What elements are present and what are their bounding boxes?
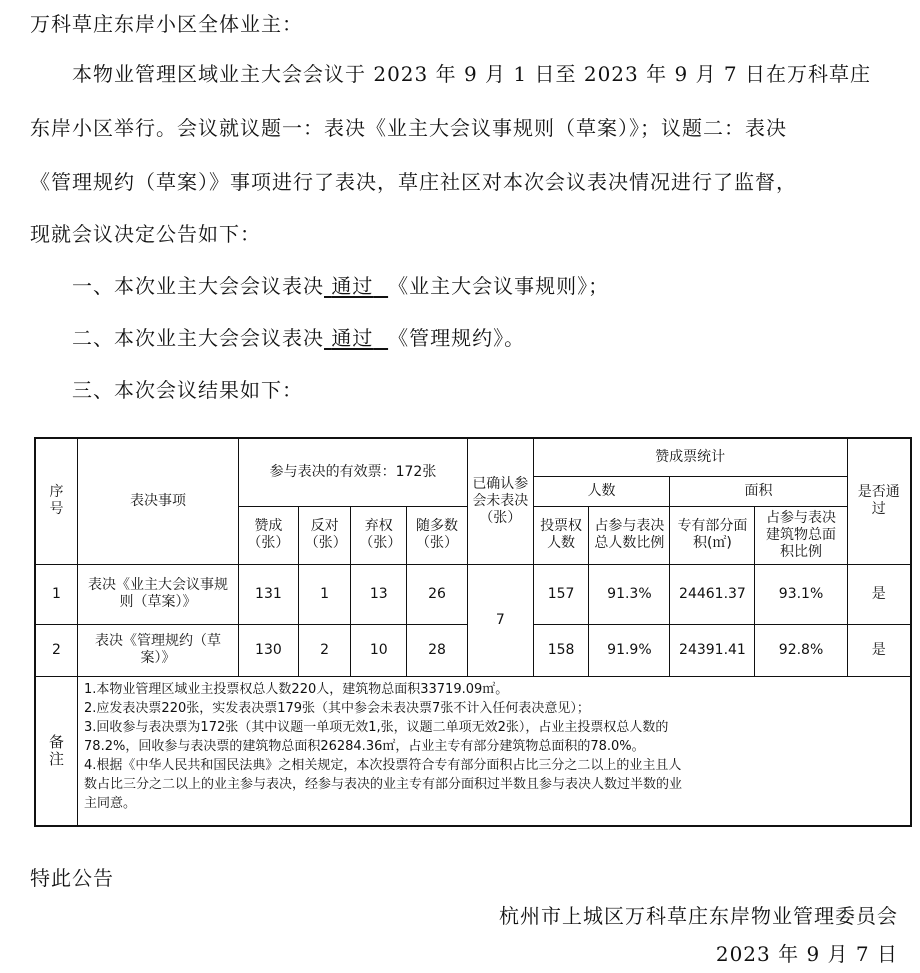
signatory: 杭州市上城区万科草庄东岸物业管理委员会 <box>499 904 898 928</box>
row-2-no: 2 <box>298 624 351 676</box>
row-2-ratio-people: 91.9% <box>589 624 670 676</box>
table-row <box>35 564 911 624</box>
row-2-voters: 158 <box>533 624 589 676</box>
header-valid-votes: 参与表决的有效票：172张 <box>239 438 468 506</box>
header-voters: 投票权人数 <box>533 506 589 564</box>
decision-2-prefix: 二、本次业主大会会议表决 <box>72 326 324 350</box>
row-2-yes: 130 <box>239 624 299 676</box>
row-1-yes: 131 <box>239 564 299 624</box>
row-1-ratio-people: 91.3% <box>589 564 670 624</box>
notes-label: 备注 <box>35 676 78 826</box>
note-2: 2.应发表决票220张，实发表决票179张（其中参会未表决票7张不计入任何表决意见）； <box>84 700 590 716</box>
note-4b: 数占比三分之二以上的业主参与表决，经参与表决的业主专有部分面积过半数且参与表决人数过半数的业 <box>84 776 683 792</box>
header-approval-stats: 赞成票统计 <box>533 438 847 476</box>
row-2-area: 24391.41 <box>670 624 755 676</box>
row-2-seq: 2 <box>35 624 78 676</box>
intro-line-3: 《管理规约（草案）》事项进行了表决，草庄社区对本次会议表决情况进行了监督， <box>30 170 797 194</box>
header-people: 人数 <box>533 476 670 506</box>
intro-line-2: 东岸小区举行。会议就议题一：表决《业主大会议事规则（草案）》；议题二：表决 <box>30 116 787 140</box>
intro-line-1: 本物业管理区域业主大会会议于 2023 年 9 月 1 日至 2023 年 9 月 7 日在万科草庄 <box>72 62 871 86</box>
decision-1-result: 通过 <box>331 274 374 298</box>
row-1-pass: 是 <box>847 564 911 624</box>
decision-1-prefix: 一、本次业主大会会议表决 <box>72 274 324 298</box>
row-2-ratio-area: 92.8% <box>755 624 847 676</box>
notice-date: 2023 年 9 月 7 日 <box>715 942 898 966</box>
row-1-abstain: 13 <box>351 564 407 624</box>
note-4c: 主同意。 <box>84 795 137 811</box>
header-ratio-people: 占参与表决总人数比例 <box>589 506 670 564</box>
decision-1 <box>72 270 609 299</box>
note-3b: 78.2%，回收参与表决票的建筑物总面积26284.36㎡，占业主专有部分建筑物总面积的78.0%。 <box>84 738 645 754</box>
header-exclusive-area: 专有部分面积(㎡) <box>670 506 755 564</box>
row-1-seq: 1 <box>35 564 78 624</box>
note-1: 1.本物业管理区域业主投票权总人数220人，建筑物总面积33719.09㎡。 <box>84 681 509 697</box>
row-1-matter: 表决《业主大会议事规则（草案）》 <box>78 564 239 624</box>
header-confirmed: 已确认参会未表决（张） <box>467 438 533 564</box>
decision-2-result: 通过 <box>331 326 374 350</box>
header-matter: 表决事项 <box>78 438 239 564</box>
row-1-voters: 157 <box>533 564 589 624</box>
row-2-follow: 28 <box>407 624 468 676</box>
row-1-area: 24461.37 <box>670 564 755 624</box>
header-area: 面积 <box>670 476 847 506</box>
header-no: 反对（张） <box>298 506 351 564</box>
row-2-pass: 是 <box>847 624 911 676</box>
header-ratio-area: 占参与表决建筑物总面积比例 <box>755 506 847 564</box>
note-4a: 4.根据《中华人民共和国民法典》之相关规定，本次投票符合专有部分面积占比三分之二以上的业主且人 <box>84 757 682 773</box>
row-1-follow: 26 <box>407 564 468 624</box>
row-1-ratio-area: 93.1% <box>755 564 847 624</box>
decision-1-suffix: 《业主大会议事规则》； <box>388 274 610 298</box>
note-3a: 3.回收参与表决票为172张（其中议题一单项无效1,张，议题二单项无效2张），占业主投票权总人数的 <box>84 719 669 735</box>
header-seq: 序号 <box>35 438 78 564</box>
decision-2 <box>72 322 525 351</box>
results-table <box>34 437 912 827</box>
decision-2-suffix: 《管理规约》。 <box>388 326 526 350</box>
header-passed: 是否通过 <box>847 438 911 564</box>
confirmed-not-voted: 7 <box>467 564 533 676</box>
item-3: 三、本次会议结果如下： <box>72 378 303 402</box>
row-2-matter: 表决《管理规约（草案）》 <box>78 624 239 676</box>
row-1-no: 1 <box>298 564 351 624</box>
row-2-abstain: 10 <box>351 624 407 676</box>
intro-line-4: 现就会议决定公告如下： <box>30 222 261 246</box>
header-follow-majority: 随多数（张） <box>407 506 468 564</box>
closing: 特此公告 <box>30 866 114 890</box>
salutation: 万科草庄东岸小区全体业主： <box>30 12 303 36</box>
header-abstain: 弃权（张） <box>351 506 407 564</box>
header-yes: 赞成（张） <box>239 506 299 564</box>
notes-cell <box>78 676 911 826</box>
